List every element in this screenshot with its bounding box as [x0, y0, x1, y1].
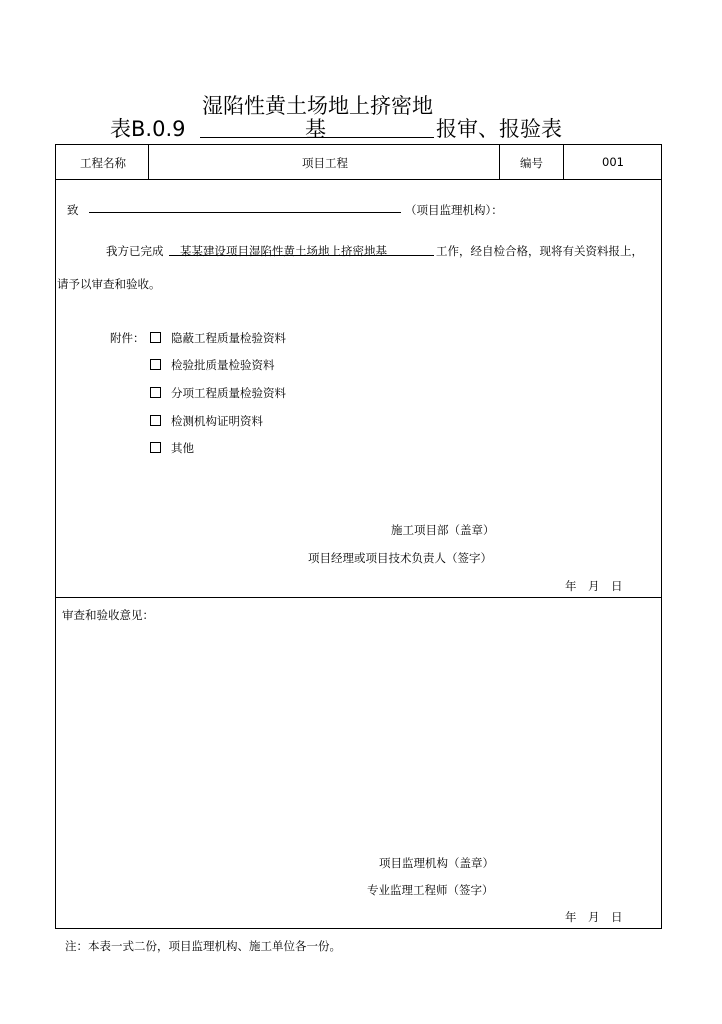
to-label: 致	[67, 203, 79, 217]
header-col-divider-2	[499, 144, 500, 179]
form-title-line1: 湿陷性黄土场地上挤密地	[202, 94, 433, 118]
header-divider	[55, 179, 662, 180]
project-name-label: 工程名称	[80, 156, 126, 170]
attachment-label: 检验批质量检验资料	[171, 358, 275, 372]
attachment-label: 其他	[171, 441, 194, 455]
project-name-value[interactable]: 项目工程	[302, 156, 348, 170]
checkbox-icon[interactable]	[150, 359, 161, 370]
completed-prefix: 我方已完成	[106, 244, 164, 258]
number-label: 编号	[520, 156, 543, 170]
contractor-dept-stamp: 施工项目部（盖章）	[391, 523, 495, 537]
checkbox-icon[interactable]	[150, 332, 161, 343]
review-opinion-field[interactable]	[60, 625, 656, 845]
header-col-divider-1	[148, 144, 149, 179]
contractor-signer: 项目经理或项目技术负责人（签字）	[308, 551, 492, 565]
title-blank-text: 基	[305, 117, 326, 141]
completed-suffix: 工作，经自检合格，现将有关资料报上，	[436, 244, 643, 258]
number-value[interactable]: 001	[602, 155, 624, 169]
request-line: 请予以审查和验收。	[57, 277, 161, 291]
checkbox-icon[interactable]	[150, 442, 161, 453]
attachment-item[interactable]	[150, 385, 286, 401]
addressee-field[interactable]	[89, 212, 401, 213]
form-title-suffix: 报审、报验表	[436, 117, 562, 141]
completed-work-field[interactable]: 某某建设项目湿陷性黄土场地上挤密地基	[180, 244, 387, 258]
attachment-item[interactable]	[150, 357, 275, 373]
attachment-item[interactable]	[150, 413, 263, 429]
attachment-item[interactable]	[150, 440, 194, 456]
review-opinion-label: 审查和验收意见：	[62, 608, 154, 622]
supervisor-date: 年 月 日	[565, 910, 623, 924]
header-col-divider-3	[563, 144, 564, 179]
attachment-item[interactable]	[150, 330, 286, 346]
attachment-label: 隐蔽工程质量检验资料	[171, 331, 286, 345]
attachments-label: 附件：	[110, 331, 145, 345]
attachment-label: 检测机构证明资料	[171, 414, 263, 428]
footer-note: 注：本表一式二份，项目监理机构、施工单位各一份。	[65, 939, 341, 953]
checkbox-icon[interactable]	[150, 415, 161, 426]
supervisor-signer: 专业监理工程师（签字）	[367, 883, 494, 897]
supervisor-org-stamp: 项目监理机构（盖章）	[379, 856, 494, 870]
checkbox-icon[interactable]	[150, 387, 161, 398]
attachment-label: 分项工程质量检验资料	[171, 386, 286, 400]
section-divider	[55, 597, 662, 598]
contractor-date: 年 月 日	[565, 579, 623, 593]
form-number-prefix: 表B.0.9	[110, 117, 186, 141]
to-suffix: （项目监理机构）：	[405, 203, 503, 217]
